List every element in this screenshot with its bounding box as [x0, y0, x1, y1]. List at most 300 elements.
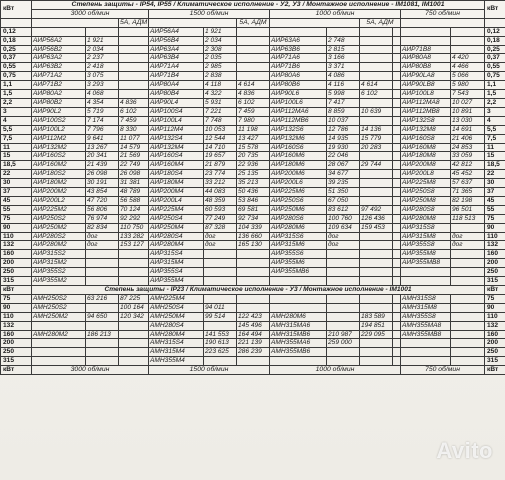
model-1500: АИР71А4: [149, 63, 204, 72]
price-adm-1000: [360, 170, 393, 179]
model-750: АИР250М8: [401, 196, 451, 205]
gap: [393, 45, 401, 54]
price-3000: 56 806: [86, 205, 119, 214]
price-1500: 60 593: [204, 205, 237, 214]
power-kw-right: 55: [485, 205, 505, 214]
model-3000: [32, 321, 86, 330]
cell: [32, 18, 119, 27]
avito-watermark: Avito: [436, 438, 493, 463]
price-3000: дог: [86, 232, 119, 241]
model-750: АИР200L8: [401, 170, 451, 179]
table-row: [1, 72, 505, 81]
model-1000: [270, 357, 327, 366]
power-kw: 0,75: [1, 72, 32, 81]
price-adm-3000: [119, 81, 149, 90]
power-kw-right: 250: [485, 348, 505, 357]
price-adm-1500: 92 734: [237, 214, 270, 223]
price-adm-1000: [360, 268, 393, 277]
adm-label-1000: 5А, АДМ: [360, 18, 401, 27]
model-3000: АИР56А2: [32, 36, 86, 45]
model-3000: АИР200L2: [32, 196, 86, 205]
model-1500: АМН355М4: [149, 357, 204, 366]
price-adm-1500: 165 130: [237, 241, 270, 250]
price-1500: 2 308: [204, 45, 237, 54]
model-750: АИР90LВ8: [401, 81, 451, 90]
model-1000: [270, 294, 327, 303]
price-750: [451, 250, 485, 259]
price-1500: 7 221: [204, 107, 237, 116]
price-3000: 47 720: [86, 196, 119, 205]
price-750: [451, 259, 485, 268]
model-1500: АИР56А4: [149, 27, 204, 36]
footer-speed-1500: 1500 об/мин: [149, 366, 270, 375]
model-750: АИР80В8: [401, 63, 451, 72]
price-1500: 223 625: [204, 348, 237, 357]
price-750: [451, 27, 485, 36]
price-1000: 5 998: [327, 90, 360, 99]
price-1500: [204, 277, 237, 286]
price-adm-1000: [360, 294, 393, 303]
model-3000: АИР355М2: [32, 277, 86, 286]
model-1000: АМН280М6: [270, 312, 327, 321]
price-adm-1500: 4 614: [237, 81, 270, 90]
price-3000: [86, 259, 119, 268]
power-kw: 75: [1, 214, 32, 223]
price-750: [451, 357, 485, 366]
model-750: АИР112МА8: [401, 98, 451, 107]
price-750: [451, 348, 485, 357]
power-kw-right: 75: [485, 294, 505, 303]
model-750: АМН315S8: [401, 294, 451, 303]
power-kw: 200: [1, 339, 32, 348]
model-3000: АИР250S2: [32, 214, 86, 223]
power-kw: 4: [1, 116, 32, 125]
model-1500: АМН280М4: [149, 330, 204, 339]
price-1000: 28 067: [327, 161, 360, 170]
model-1000: [270, 277, 327, 286]
price-1500: 141 553: [204, 330, 237, 339]
price-adm-3000: 8 330: [119, 125, 149, 134]
model-1000: АМН355МА6: [270, 339, 327, 348]
price-adm-1000: [360, 72, 393, 81]
price-3000: [86, 321, 119, 330]
model-1500: АИР355М4: [149, 277, 204, 286]
gap: [393, 116, 401, 125]
price-adm-1500: 6 102: [237, 98, 270, 107]
power-kw-right: 2,2: [485, 98, 505, 107]
price-1500: дог: [204, 241, 237, 250]
price-1000: 39 235: [327, 179, 360, 188]
power-kw-right: 11: [485, 143, 505, 152]
kw-header-right: кВт: [485, 1, 505, 19]
model-3000: АИР355S2: [32, 268, 86, 277]
price-3000: 76 974: [86, 214, 119, 223]
price-adm-3000: 110 750: [119, 223, 149, 232]
power-kw-right: 110: [485, 312, 505, 321]
model-3000: АМН250S2: [32, 294, 86, 303]
power-kw: 200: [1, 259, 32, 268]
price-1000: 4 116: [327, 81, 360, 90]
model-1500: АИР200L4: [149, 196, 204, 205]
model-1500: АИР280М4: [149, 241, 204, 250]
table-row: [1, 205, 505, 214]
model-3000: АМН250М2: [32, 312, 86, 321]
model-750: АИР80А8: [401, 54, 451, 63]
price-750: 45 452: [451, 170, 485, 179]
model-1000: АИР63В6: [270, 45, 327, 54]
power-kw-right: 1,1: [485, 81, 505, 90]
gap: [393, 63, 401, 72]
power-kw-right: 15: [485, 152, 505, 161]
model-1000: АИР315М6: [270, 241, 327, 250]
model-1000: [270, 27, 327, 36]
power-kw-right: 4: [485, 116, 505, 125]
price-1500: 2 034: [204, 36, 237, 45]
price-750: 10 027: [451, 98, 485, 107]
price-adm-3000: [119, 348, 149, 357]
power-kw: 160: [1, 250, 32, 259]
model-1500: АИР180S4: [149, 170, 204, 179]
price-1000: 109 634: [327, 223, 360, 232]
model-750: АМН355МВ8: [401, 330, 451, 339]
power-kw-right: 1,5: [485, 90, 505, 99]
table-row: [1, 170, 505, 179]
price-adm-3000: 14 579: [119, 143, 149, 152]
price-1000: 10 037: [327, 116, 360, 125]
price-750: 13 030: [451, 116, 485, 125]
table-row: [1, 357, 505, 366]
price-3000: 3 293: [86, 81, 119, 90]
price-adm-1000: 97 492: [360, 205, 393, 214]
table-row: [1, 321, 505, 330]
price-adm-1500: 69 581: [237, 205, 270, 214]
power-kw-right: 22: [485, 170, 505, 179]
price-750: [451, 312, 485, 321]
model-1000: АИР90L6: [270, 90, 327, 99]
price-1500: [204, 259, 237, 268]
power-kw: 132: [1, 241, 32, 250]
price-adm-3000: 100 164: [119, 303, 149, 312]
kw-cell: [1, 18, 32, 27]
power-kw: 1,5: [1, 90, 32, 99]
price-adm-3000: 92 292: [119, 214, 149, 223]
model-1500: АИР71В4: [149, 72, 204, 81]
table-row: [1, 241, 505, 250]
model-1000: АИР355МВ6: [270, 268, 327, 277]
gap: [393, 214, 401, 223]
price-adm-1000: [360, 357, 393, 366]
power-kw-right: 160: [485, 250, 505, 259]
speed-3000: 3000 об/мин: [32, 9, 149, 18]
price-adm-1000: [360, 277, 393, 286]
price-3000: [86, 268, 119, 277]
gap: [393, 339, 401, 348]
power-kw-right: 45: [485, 196, 505, 205]
price-adm-1500: 7 980: [237, 116, 270, 125]
price-1500: [204, 321, 237, 330]
model-1500: АИР63В4: [149, 54, 204, 63]
power-kw-right: 315: [485, 357, 505, 366]
model-1500: АИР63А4: [149, 45, 204, 54]
price-3000: 3 075: [86, 72, 119, 81]
price-1000: [327, 294, 360, 303]
price-3000: 2 034: [86, 45, 119, 54]
price-750: 82 198: [451, 196, 485, 205]
gap: [393, 152, 401, 161]
gap: [393, 196, 401, 205]
model-1500: АИР80В4: [149, 90, 204, 99]
price-1000: 67 050: [327, 196, 360, 205]
price-adm-1000: [360, 241, 393, 250]
price-adm-1500: [237, 277, 270, 286]
power-kw: 22: [1, 170, 32, 179]
price-adm-1500: [237, 45, 270, 54]
price-1000: дог: [327, 241, 360, 250]
price-adm-1500: [237, 357, 270, 366]
power-kw: 30: [1, 179, 32, 188]
table-row: [1, 348, 505, 357]
price-adm-1000: [360, 339, 393, 348]
price-adm-3000: [119, 277, 149, 286]
model-1000: АИР250М6: [270, 205, 327, 214]
power-kw-right: 200: [485, 259, 505, 268]
model-750: АИР200М8: [401, 161, 451, 170]
price-adm-1500: 15 578: [237, 143, 270, 152]
gap: [393, 241, 401, 250]
model-750: [401, 268, 451, 277]
price-3000: 4 068: [86, 90, 119, 99]
power-kw: 110: [1, 232, 32, 241]
model-1000: АИР160S6: [270, 143, 327, 152]
price-adm-1500: 22 936: [237, 161, 270, 170]
power-kw: 90: [1, 303, 32, 312]
price-1000: [327, 357, 360, 366]
model-1000: АИР80А6: [270, 72, 327, 81]
model-1500: АМН225М4: [149, 294, 204, 303]
price-3000: [86, 277, 119, 286]
price-750: 5 980: [451, 81, 485, 90]
power-kw: 0,12: [1, 27, 32, 36]
model-1500: АИР315М4: [149, 259, 204, 268]
price-750: [451, 339, 485, 348]
price-adm-1500: 221 139: [237, 339, 270, 348]
kw-header: кВт: [1, 1, 32, 19]
price-adm-1500: [237, 303, 270, 312]
price-3000: 63 216: [86, 294, 119, 303]
model-750: АИР355S8: [401, 241, 451, 250]
model-3000: АИР63В2: [32, 63, 86, 72]
power-kw: 37: [1, 188, 32, 197]
gap: [393, 143, 401, 152]
model-750: АИР100L8: [401, 90, 451, 99]
price-3000: 82 834: [86, 223, 119, 232]
price-1000: 3 371: [327, 63, 360, 72]
model-1000: АИР280S6: [270, 214, 327, 223]
power-kw: 0,18: [1, 36, 32, 45]
price-adm-1500: [237, 63, 270, 72]
model-1000: АИР112МВ6: [270, 116, 327, 125]
price-3000: 30 191: [86, 179, 119, 188]
model-1500: АИР80А4: [149, 81, 204, 90]
price-1500: 2 035: [204, 54, 237, 63]
price-adm-1000: [360, 116, 393, 125]
price-1000: 83 612: [327, 205, 360, 214]
price-1500: [204, 357, 237, 366]
model-3000: АИР132М2: [32, 143, 86, 152]
price-adm-3000: 70 124: [119, 205, 149, 214]
price-1000: 19 930: [327, 143, 360, 152]
table-row: [1, 277, 505, 286]
price-1500: 77 249: [204, 214, 237, 223]
footer-speed-row: [1, 366, 505, 375]
model-1000: [270, 303, 327, 312]
price-adm-1000: 20 283: [360, 143, 393, 152]
model-750: [401, 339, 451, 348]
price-1500: 23 774: [204, 170, 237, 179]
power-kw-right: 7,5: [485, 134, 505, 143]
power-kw: 0,37: [1, 54, 32, 63]
gap: [393, 250, 401, 259]
table-row: [1, 196, 505, 205]
power-kw-right: 315: [485, 277, 505, 286]
power-kw: 250: [1, 268, 32, 277]
price-750: 5 066: [451, 72, 485, 81]
price-adm-1000: [360, 36, 393, 45]
price-1500: 44 083: [204, 188, 237, 197]
price-3000: [86, 250, 119, 259]
model-3000: АИР71А2: [32, 72, 86, 81]
price-adm-1000: [360, 250, 393, 259]
power-kw: 2,2: [1, 98, 32, 107]
price-1500: дог: [204, 232, 237, 241]
cell: [270, 18, 360, 27]
price-1000: 12 786: [327, 125, 360, 134]
price-adm-3000: [119, 72, 149, 81]
bottom-section-title: Степень защиты - IP23 / Климатическое исполнение - У3 / Монтажное исполнение - IM1001: [32, 286, 485, 295]
gap: [393, 303, 401, 312]
power-kw: 3: [1, 107, 32, 116]
price-3000: 5 719: [86, 107, 119, 116]
price-750: 4 466: [451, 63, 485, 72]
price-1000: [327, 348, 360, 357]
kw-footer-right: кВт: [485, 366, 505, 375]
model-750: АМН315М8: [401, 303, 451, 312]
model-1000: АИР63А6: [270, 36, 327, 45]
header-row: [1, 1, 505, 10]
price-adm-3000: [119, 90, 149, 99]
power-kw: 160: [1, 330, 32, 339]
table-row: [1, 268, 505, 277]
model-750: АМН355МА8: [401, 321, 451, 330]
price-750: [451, 330, 485, 339]
model-3000: АИР90L2: [32, 107, 86, 116]
model-1500: АИР100S4: [149, 107, 204, 116]
model-1000: АИР132М6: [270, 134, 327, 143]
model-1500: АМН315S4: [149, 339, 204, 348]
model-3000: [32, 357, 86, 366]
model-1000: АИР355М6: [270, 259, 327, 268]
model-750: АИР160М8: [401, 143, 451, 152]
price-750: 4 420: [451, 54, 485, 63]
price-adm-3000: [119, 330, 149, 339]
price-adm-1500: 53 846: [237, 196, 270, 205]
speed-1000: 1000 об/мин: [270, 9, 401, 18]
price-adm-1500: 145 496: [237, 321, 270, 330]
price-adm-1500: [237, 259, 270, 268]
price-adm-1500: [237, 36, 270, 45]
price-3000: 20 341: [86, 152, 119, 161]
price-adm-1000: 4 614: [360, 81, 393, 90]
power-kw: 0,25: [1, 45, 32, 54]
gap: [393, 161, 401, 170]
model-1500: АИР100L4: [149, 116, 204, 125]
price-1000: 51 350: [327, 188, 360, 197]
model-1500: АИР250М4: [149, 223, 204, 232]
model-750: [401, 277, 451, 286]
model-1500: АИР355S4: [149, 268, 204, 277]
price-750: 57 637: [451, 179, 485, 188]
gap: [393, 72, 401, 81]
speed-1500: 1500 об/мин: [149, 9, 270, 18]
table-row: [1, 294, 505, 303]
power-kw-right: 90: [485, 303, 505, 312]
model-750: АИР355МВ8: [401, 259, 451, 268]
table-row: [1, 161, 505, 170]
price-750: [451, 303, 485, 312]
price-adm-3000: [119, 54, 149, 63]
adm-row: [1, 18, 505, 27]
model-3000: [32, 348, 86, 357]
price-adm-1000: [360, 45, 393, 54]
price-1000: 14 935: [327, 134, 360, 143]
model-3000: АИР315М2: [32, 259, 86, 268]
gap: [393, 348, 401, 357]
price-adm-3000: 120 342: [119, 312, 149, 321]
price-adm-3000: 6 102: [119, 107, 149, 116]
price-adm-3000: [119, 63, 149, 72]
power-kw-right: 37: [485, 188, 505, 197]
price-3000: 4 354: [86, 98, 119, 107]
model-750: [401, 357, 451, 366]
model-1500: АИР160М4: [149, 161, 204, 170]
price-750: 10 891: [451, 107, 485, 116]
price-adm-1500: 13 427: [237, 134, 270, 143]
model-3000: АИР160S2: [32, 152, 86, 161]
model-3000: АИР100L2: [32, 125, 86, 134]
model-3000: АИР180М2: [32, 179, 86, 188]
table-row: [1, 36, 505, 45]
gap: [393, 107, 401, 116]
gap: [393, 188, 401, 197]
price-adm-3000: [119, 36, 149, 45]
price-750: дог: [451, 241, 485, 250]
price-750: 33 059: [451, 152, 485, 161]
price-3000: 43 854: [86, 188, 119, 197]
price-adm-3000: 31 381: [119, 179, 149, 188]
price-750: [451, 45, 485, 54]
gap: [393, 81, 401, 90]
gap: [393, 90, 401, 99]
price-1000: [327, 303, 360, 312]
model-750: АИР112МВ8: [401, 107, 451, 116]
power-kw-right: 3: [485, 107, 505, 116]
model-1000: АИР71В6: [270, 63, 327, 72]
price-adm-3000: [119, 27, 149, 36]
price-1500: 4 322: [204, 90, 237, 99]
power-kw-right: 18,5: [485, 161, 505, 170]
power-kw-right: 250: [485, 268, 505, 277]
model-3000: АИР250М2: [32, 223, 86, 232]
